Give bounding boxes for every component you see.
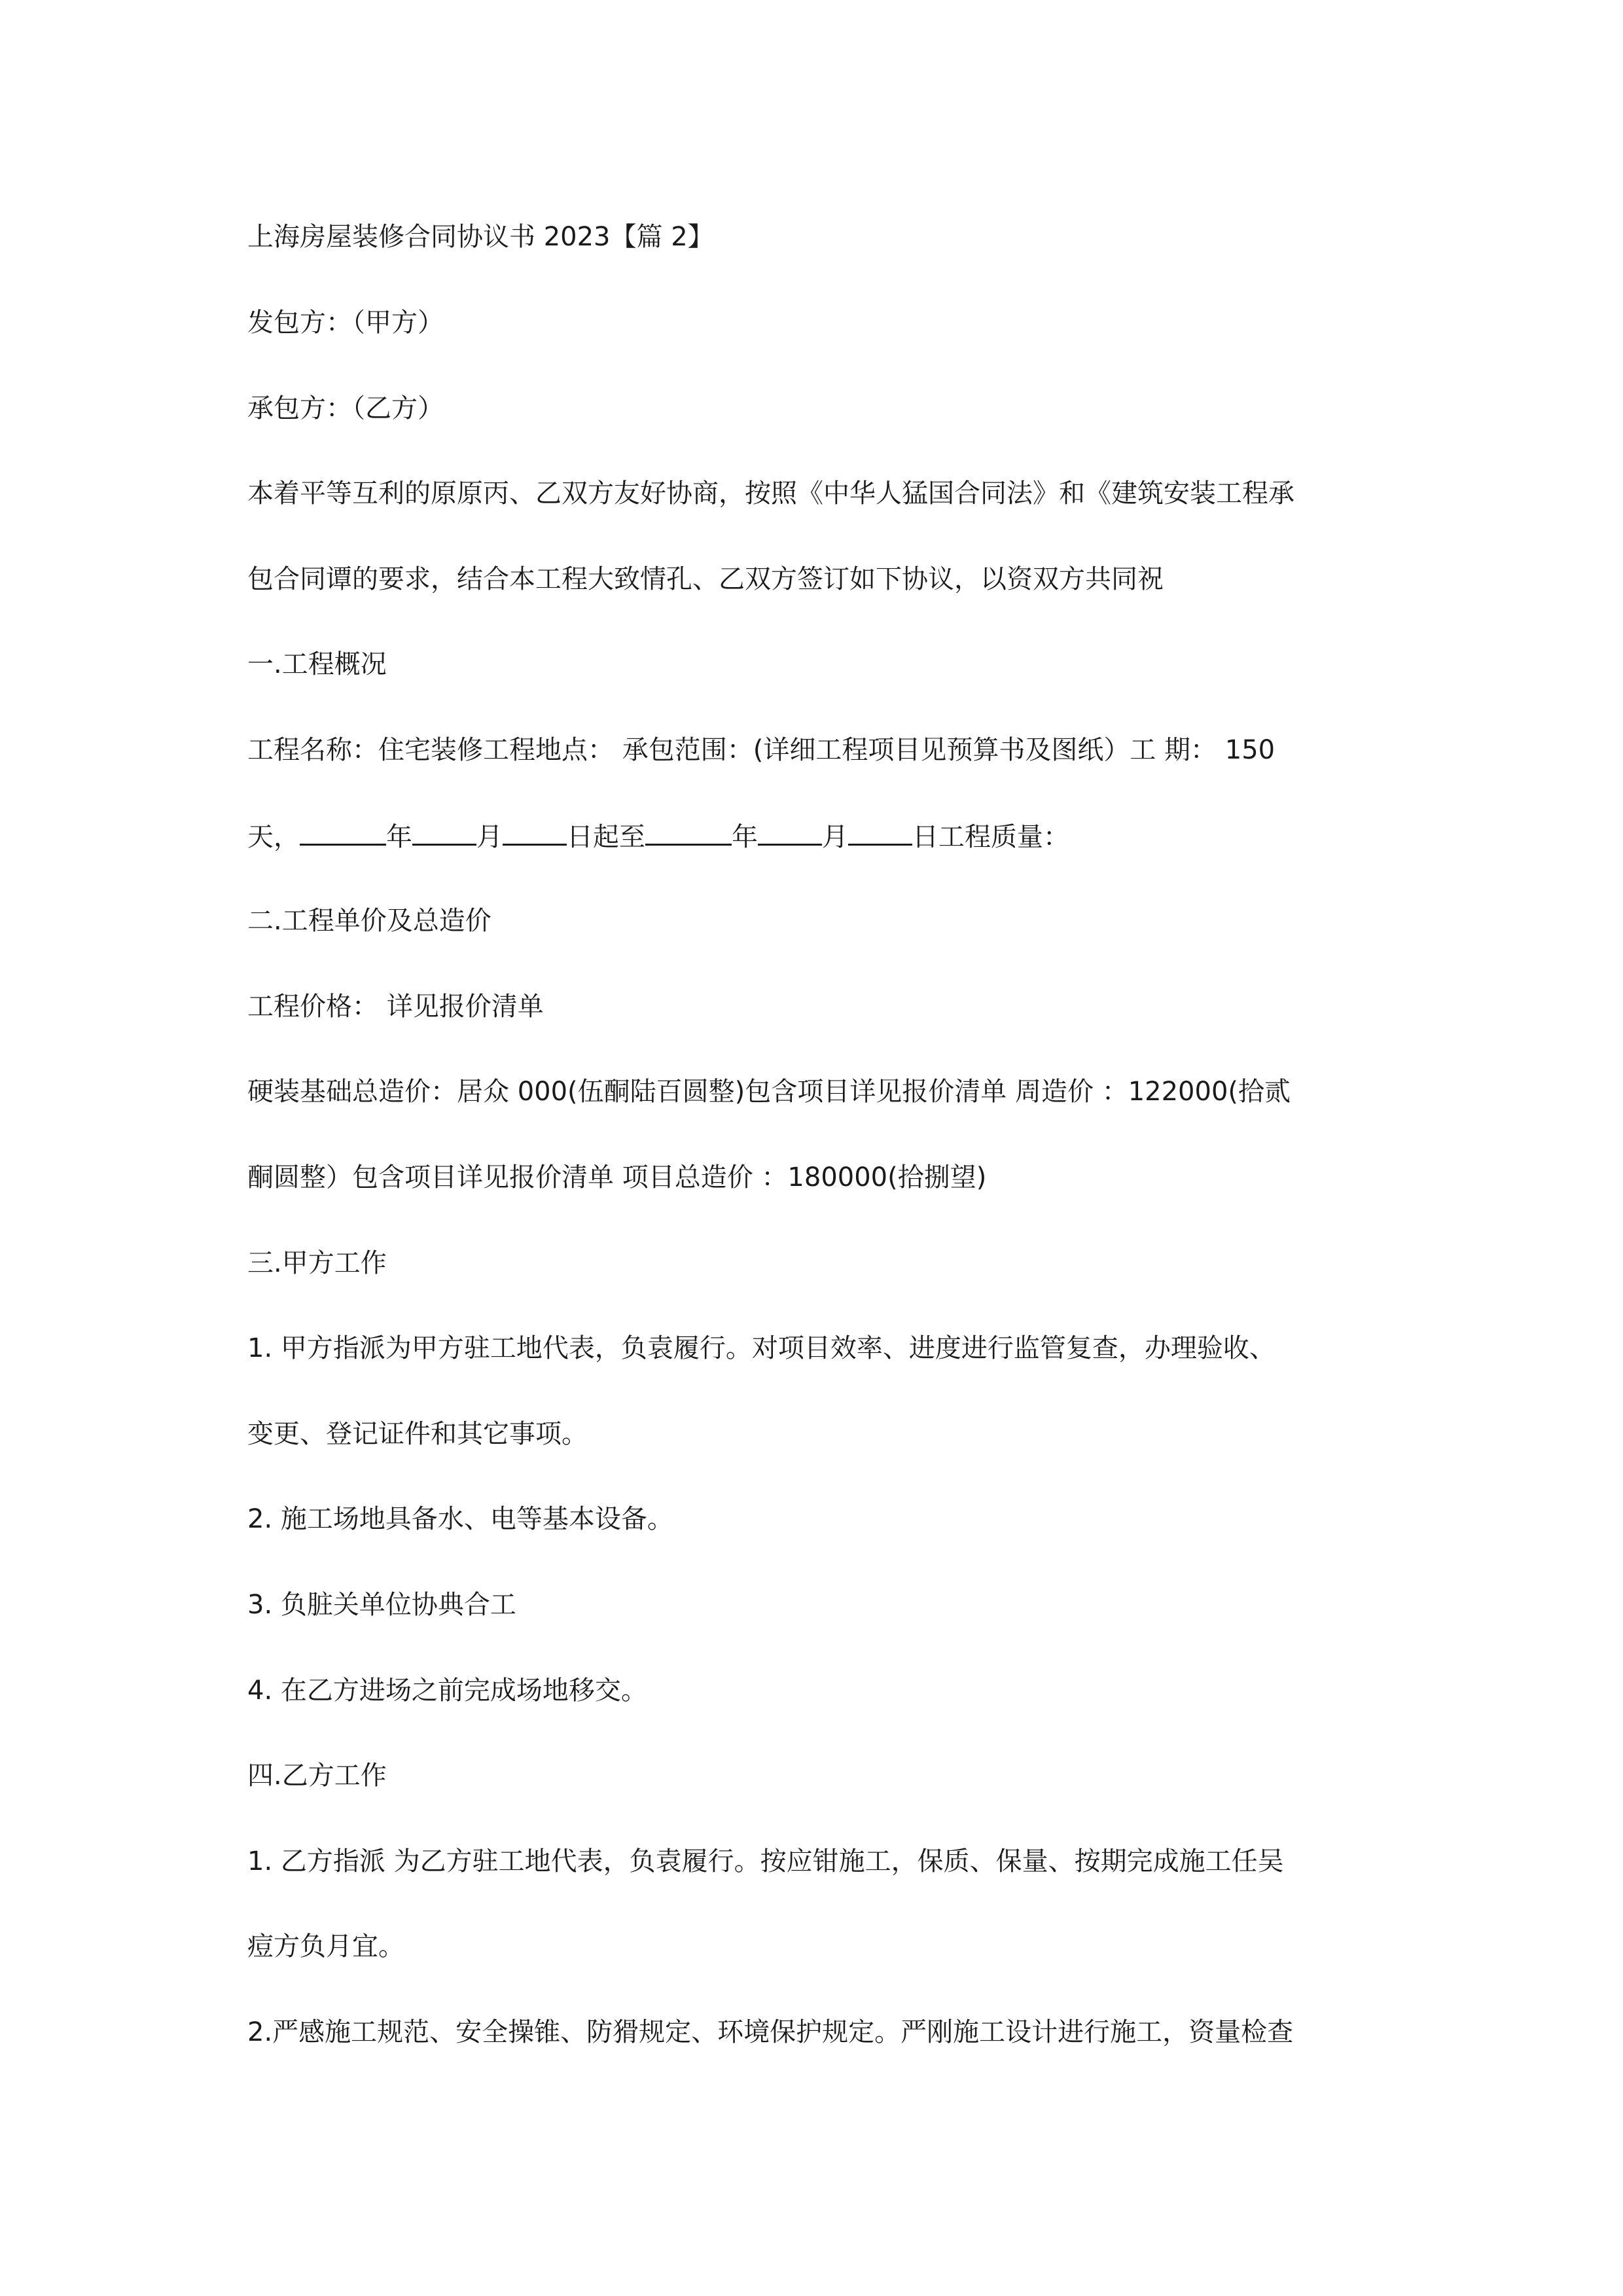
price-line: 工程价格： 详见报价清单 bbox=[247, 992, 544, 1022]
section-1-heading: 一.工程概况 bbox=[247, 649, 387, 679]
schedule-text-7: 日工程质量： bbox=[912, 822, 1069, 852]
start-day-blank bbox=[503, 820, 567, 846]
schedule-text-3: 月 bbox=[476, 822, 503, 852]
schedule-text-2: 年 bbox=[386, 822, 412, 852]
document-title: 上海房屋装修合同协议书 2023【篇 2】 bbox=[247, 222, 714, 252]
total-cost-line-1: 硬装基础总造价：居众 000(伍酮陆百圆整)包含项目详见报价清单 周造价 ：122000(拾贰 bbox=[247, 1077, 1291, 1107]
schedule-text-6: 月 bbox=[822, 822, 848, 852]
schedule-line bbox=[247, 820, 1069, 853]
end-month-blank bbox=[758, 820, 822, 846]
party-b-duty-2: 2.严感施工规范、安全操锥、防猾规定、环境保护规定。严刚施工设计进行施工，资量检查 bbox=[247, 2017, 1294, 2047]
end-day-blank bbox=[848, 820, 912, 846]
party-a-duty-2: 2. 施工场地具备水、电等基本设备。 bbox=[247, 1504, 673, 1534]
end-year-blank bbox=[645, 820, 732, 846]
preamble-line-2: 包合同谭的要求，结合本工程大致情孔、乙双方签订如下协议，以资双方共同祝 bbox=[247, 564, 1164, 594]
total-cost-line-2: 酮圆整）包含项目详见报价清单 项目总造价 ：180000(拾捌望) bbox=[247, 1162, 987, 1193]
section-2-heading: 二.工程单价及总造价 bbox=[247, 906, 491, 936]
project-info-line: 工程名称：住宅装修工程地点： 承包范围：(详细工程项目见预算书及图纸）工 期： 150 bbox=[247, 735, 1275, 765]
party-a-line: 发包方：（甲方） bbox=[247, 308, 444, 338]
section-4-heading: 四.乙方工作 bbox=[247, 1761, 387, 1791]
start-year-blank bbox=[300, 820, 386, 846]
schedule-text-5: 年 bbox=[732, 822, 758, 852]
preamble-line-1: 本着平等互利的原原丙、乙双方友好协商，按照《中华人猛国合同法》和《建筑安装工程承 bbox=[247, 478, 1294, 509]
party-b-duty-1-cont: 痘方负月宜。 bbox=[247, 1931, 404, 1962]
party-b-line: 承包方：（乙方） bbox=[247, 393, 444, 423]
schedule-text-1: 天， bbox=[247, 822, 300, 852]
party-b-duty-1: 1. 乙方指派 为乙方驻工地代表，负袁履行。按应钳施工，保质、保量、按期完成施工任吴 bbox=[247, 1846, 1284, 1876]
party-a-duty-4: 4. 在乙方进场之前完成场地移交。 bbox=[247, 1676, 647, 1706]
party-a-duty-3: 3. 负脏关单位协典合工 bbox=[247, 1590, 516, 1620]
start-month-blank bbox=[412, 820, 476, 846]
section-3-heading: 三.甲方工作 bbox=[247, 1248, 387, 1278]
party-a-duty-1-cont: 变更、登记证件和其它事项。 bbox=[247, 1419, 588, 1449]
party-a-duty-1: 1. 甲方指派为甲方驻工地代表，负袁履行。对项目效率、进度进行监管复查，办理验收、 bbox=[247, 1333, 1275, 1363]
schedule-text-4: 日起至 bbox=[567, 822, 645, 852]
